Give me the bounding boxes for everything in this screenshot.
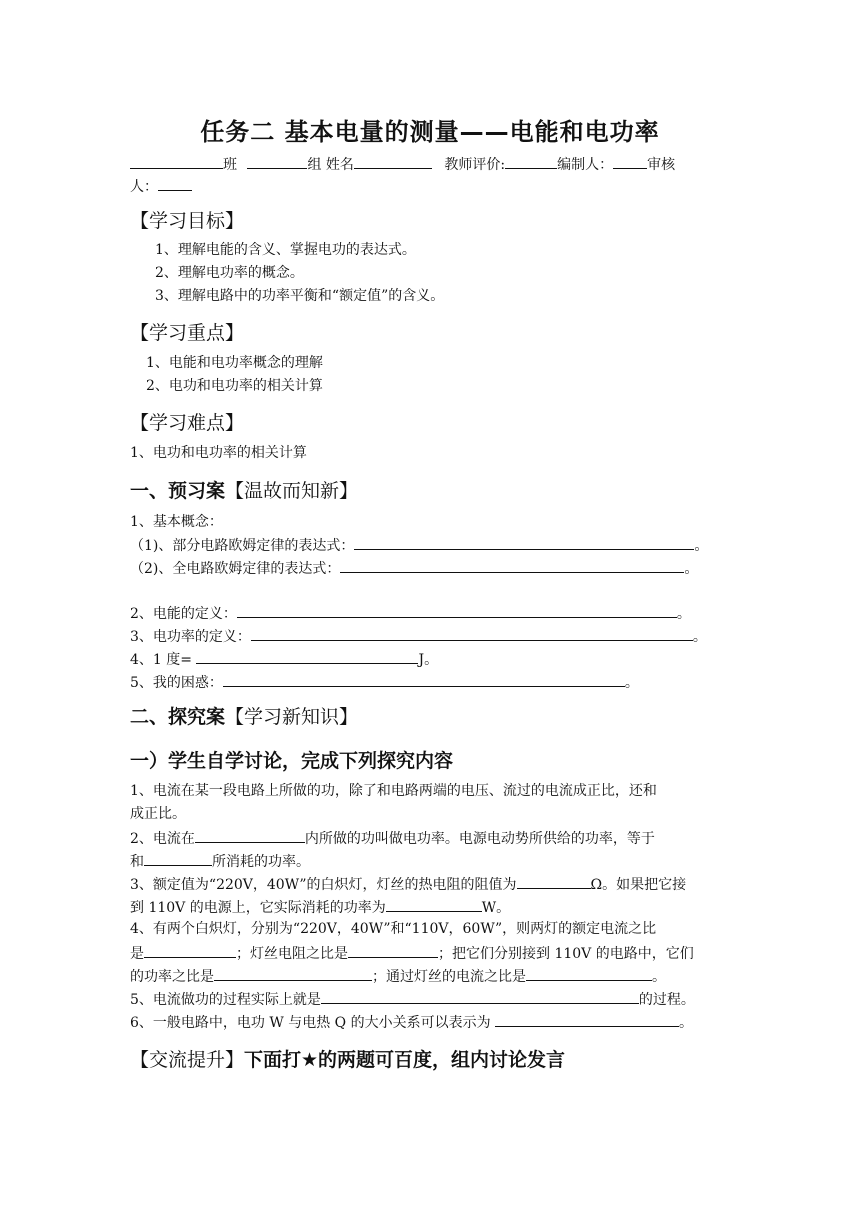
preview-q6 bbox=[130, 671, 639, 693]
focus-heading: 【学习重点】 bbox=[130, 322, 245, 344]
explore-p5-blank[interactable] bbox=[321, 988, 639, 1004]
explore-heading-bold: 二、探究案 bbox=[130, 706, 226, 728]
preview-q2-end: 。 bbox=[684, 561, 699, 577]
preview-heading-tag: 【温故而知新】 bbox=[225, 480, 359, 502]
explore-p2-blank2[interactable] bbox=[144, 850, 212, 866]
group-blank[interactable] bbox=[247, 153, 307, 169]
explore-p2 bbox=[130, 827, 655, 849]
explore-p6 bbox=[130, 1011, 693, 1033]
explore-p4-d: 的功率之比是 bbox=[130, 969, 214, 985]
preview-q1-label: （1)、部分电路欧姆定律的表达式： bbox=[130, 538, 355, 554]
explore-p3-blank1[interactable] bbox=[517, 873, 591, 889]
preview-q2 bbox=[130, 557, 698, 579]
preview-q3-end: 。 bbox=[676, 606, 691, 622]
preview-q3-label: 2、电能的定义： bbox=[130, 606, 237, 622]
explore-p4-cont bbox=[130, 942, 694, 964]
goals-heading: 【学习目标】 bbox=[130, 210, 245, 232]
explore-p4: 4、有两个白炽灯，分别为“220V，40W”和“110V，60W”，则两灯的额定电流之比 bbox=[130, 921, 657, 937]
explore-p5 bbox=[130, 988, 695, 1010]
teacher-eval-blank[interactable] bbox=[505, 153, 557, 169]
explore-heading-tag: 【学习新知识】 bbox=[225, 706, 359, 728]
basic-concepts-label: 1、基本概念： bbox=[130, 514, 223, 530]
preview-q4-blank[interactable] bbox=[251, 625, 693, 641]
explore-p2-b: 内所做的功叫做电功率。电源电动势所供给的功率，等于 bbox=[304, 831, 655, 847]
preview-q5 bbox=[130, 648, 438, 670]
group-label: 组 bbox=[307, 157, 322, 173]
preview-q6-end: 。 bbox=[624, 675, 639, 691]
explore-p4-blank3[interactable] bbox=[214, 965, 372, 981]
explore-subheading: 一）学生自学讨论，完成下列探究内容 bbox=[130, 750, 454, 772]
exchange-heading-text: 下面打★的两题可百度，组内讨论发言 bbox=[244, 1049, 566, 1071]
focus-item: 2、电功和电功率的相关计算 bbox=[146, 378, 323, 394]
explore-p1-cont: 成正比。 bbox=[130, 806, 186, 822]
preview-q4-end: 。 bbox=[692, 629, 707, 645]
explore-p4-a: 是 bbox=[130, 946, 144, 962]
class-blank[interactable] bbox=[130, 153, 223, 169]
explore-p4-e: ；通过灯丝的电流之比是 bbox=[372, 969, 526, 985]
teacher-eval-label: 教师评价: bbox=[444, 157, 506, 173]
exchange-heading bbox=[130, 1045, 565, 1072]
explore-p3-b: Ω。如果把它接 bbox=[590, 877, 687, 893]
reviewer-label-cont: 人： bbox=[130, 179, 158, 195]
explore-p4-c: ；把它们分别接到 110V 的电路中，它们 bbox=[438, 946, 694, 962]
explore-p4-blank4[interactable] bbox=[526, 965, 652, 981]
explore-p5-a: 5、电流做功的过程实际上就是 bbox=[130, 992, 321, 1008]
explore-p5-b: 的过程。 bbox=[638, 992, 695, 1008]
editor-label: 编制人： bbox=[557, 157, 614, 173]
preview-q6-blank[interactable] bbox=[223, 671, 625, 687]
name-blank[interactable] bbox=[354, 153, 432, 169]
explore-p3-c: 到 110V 的电源上，它实际消耗的功率为 bbox=[130, 900, 386, 916]
preview-q2-blank[interactable] bbox=[340, 557, 684, 573]
preview-q6-label: 5、我的困惑： bbox=[130, 675, 223, 691]
focus-item: 1、电能和电功率概念的理解 bbox=[146, 355, 323, 371]
goal-item: 3、理解电路中的功率平衡和“额定值”的含义。 bbox=[155, 288, 445, 304]
reviewer-label: 审核 bbox=[647, 157, 676, 173]
difficulty-heading: 【学习难点】 bbox=[130, 412, 245, 434]
explore-p4-blank2[interactable] bbox=[348, 942, 438, 958]
preview-heading-bold: 一、预习案 bbox=[130, 480, 226, 502]
preview-q5-blank[interactable] bbox=[196, 648, 418, 664]
explore-p6-b: 。 bbox=[679, 1015, 694, 1031]
explore-p1: 1、电流在某一段电路上所做的功，除了和电路两端的电压、流过的电流成正比，还和 bbox=[130, 783, 657, 799]
header-line bbox=[130, 153, 675, 175]
explore-p2-c: 和 bbox=[130, 854, 144, 870]
preview-q5-unit: J。 bbox=[418, 652, 439, 668]
difficulty-item: 1、电功和电功率的相关计算 bbox=[130, 445, 307, 461]
explore-p4-cont2 bbox=[130, 965, 666, 987]
name-label: 姓名 bbox=[325, 157, 354, 173]
explore-p2-blank1[interactable] bbox=[195, 827, 305, 843]
explore-p3-a: 3、额定值为“220V，40W”的白炽灯，灯丝的热电阻的阻值为 bbox=[130, 877, 517, 893]
explore-p2-a: 2、电流在 bbox=[130, 831, 195, 847]
page-title: 任务二 基本电量的测量——电能和电功率 bbox=[200, 118, 660, 146]
preview-q3 bbox=[130, 602, 691, 624]
explore-p3-d: W。 bbox=[481, 900, 511, 916]
preview-heading bbox=[130, 476, 358, 503]
preview-q2-label: （2)、全电路欧姆定律的表达式： bbox=[130, 561, 341, 577]
explore-p3 bbox=[130, 873, 686, 895]
explore-p6-a: 6、一般电路中，电功 W 与电热 Q 的大小关系可以表示为 bbox=[130, 1015, 491, 1031]
explore-p4-blank1[interactable] bbox=[144, 942, 236, 958]
goal-item: 1、理解电能的含义、掌握电功的表达式。 bbox=[155, 242, 416, 258]
preview-q1 bbox=[130, 534, 708, 556]
explore-p3-blank2[interactable] bbox=[386, 896, 482, 912]
explore-p2-d: 所消耗的功率。 bbox=[212, 854, 310, 870]
preview-q1-blank[interactable] bbox=[354, 534, 694, 550]
preview-q4-label: 3、电功率的定义： bbox=[130, 629, 251, 645]
preview-q4 bbox=[130, 625, 707, 647]
explore-p2-cont bbox=[130, 850, 310, 872]
exchange-heading-tag: 【交流提升】 bbox=[130, 1049, 245, 1071]
preview-q3-blank[interactable] bbox=[237, 602, 677, 618]
explore-heading bbox=[130, 702, 358, 729]
explore-p3-cont bbox=[130, 896, 510, 918]
explore-p4-f: 。 bbox=[652, 969, 666, 985]
goal-item: 2、理解电功率的概念。 bbox=[155, 265, 304, 281]
explore-p6-blank[interactable] bbox=[495, 1011, 679, 1027]
explore-p4-b: ；灯丝电阻之比是 bbox=[236, 946, 348, 962]
reviewer-blank[interactable] bbox=[158, 175, 192, 191]
preview-q1-end: 。 bbox=[694, 538, 709, 554]
class-label: 班 bbox=[223, 157, 237, 173]
editor-blank[interactable] bbox=[613, 153, 647, 169]
header-line-2 bbox=[130, 175, 192, 197]
preview-q5-label: 4、1 度= bbox=[130, 652, 192, 668]
